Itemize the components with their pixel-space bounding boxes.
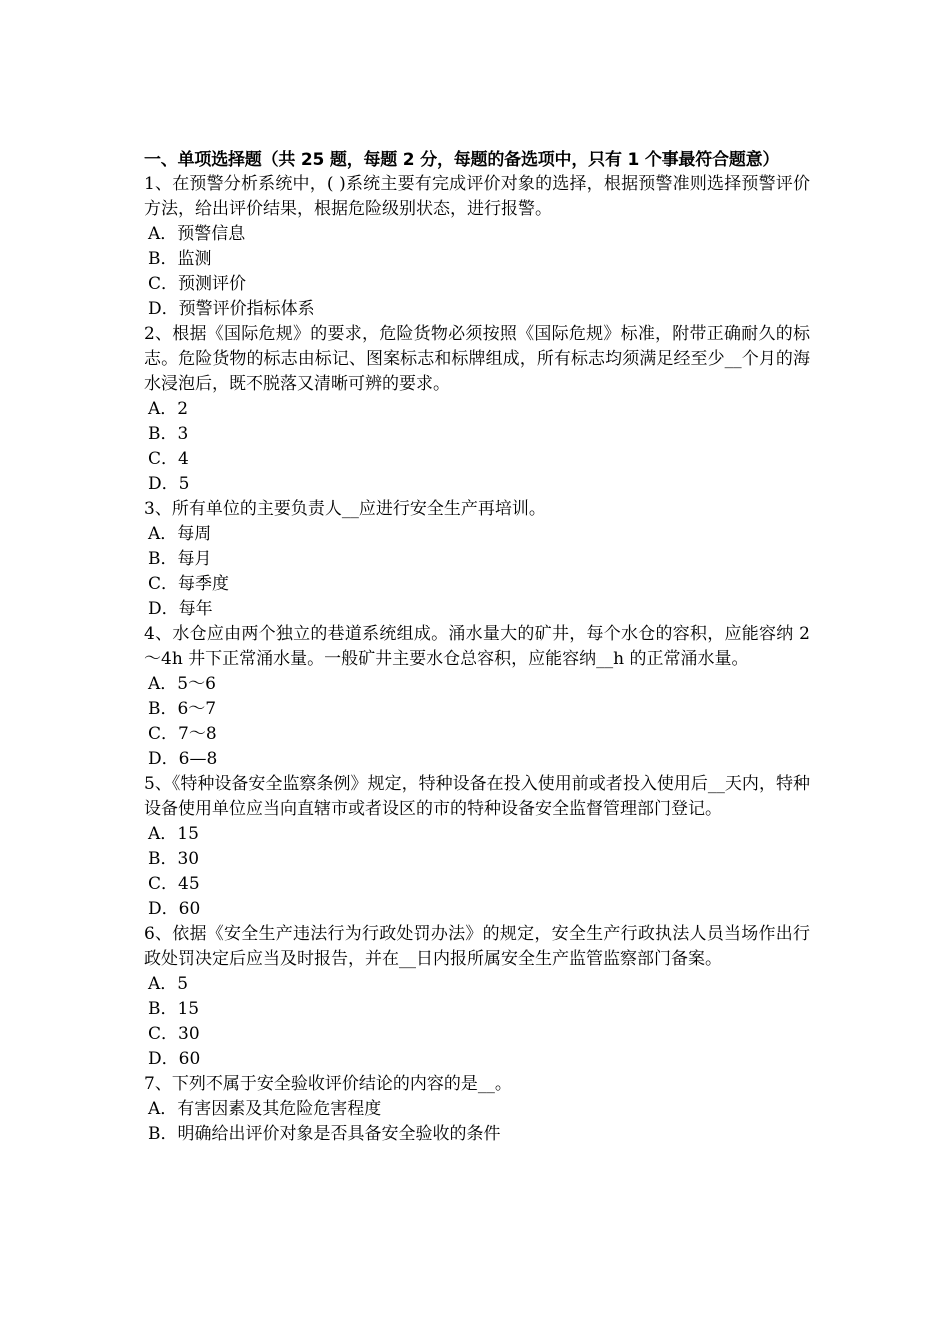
- question-stem: 7、下列不属于安全验收评价结论的内容的是__。: [144, 1074, 512, 1094]
- option-b: B．每月: [148, 549, 212, 569]
- question-stem: 5、《特种设备安全监察条例》规定，特种设备在投入使用前或者投入使用后__天内，特种设备使用单位应当向直辖市或者设区的市的特种设备安全监督管理部门登记。: [144, 774, 810, 819]
- option-a: A．15: [148, 824, 199, 844]
- option-b: B．15: [148, 999, 200, 1019]
- option-d: D．60: [148, 899, 201, 919]
- option-c: C．30: [148, 1024, 200, 1044]
- option-c: C．7～8: [148, 724, 217, 744]
- option-c: C．每季度: [148, 574, 230, 594]
- option-a: A．2: [148, 399, 189, 419]
- option-a: A．有害因素及其危险危害程度: [148, 1099, 382, 1119]
- question-stem: 4、水仓应由两个独立的巷道系统组成。涌水量大的矿井，每个水仓的容积，应能容纳 2～4h 井下正常涌水量。一般矿井主要水仓总容积，应能容纳__h 的正常涌水量。: [144, 624, 810, 669]
- option-a: A．5～6: [148, 674, 216, 694]
- option-d: D．5: [148, 474, 190, 494]
- document-page: [144, 148, 810, 1147]
- option-b: B．6～7: [148, 699, 217, 719]
- option-b: B．监测: [148, 249, 212, 269]
- question-2: [144, 322, 810, 497]
- option-a: A．每周: [148, 524, 212, 544]
- question-stem: 2、根据《国际危规》的要求，危险货物必须按照《国际危规》标准，附带正确耐久的标志。危险货物的标志由标记、图案标志和标牌组成，所有标志均须满足经至少__个月的海水浸泡后，既不脱落又清晰可辨的要求。: [144, 324, 810, 394]
- option-a: A．预警信息: [148, 224, 246, 244]
- question-4: [144, 622, 810, 772]
- option-c: C．45: [148, 874, 200, 894]
- option-b: B．明确给出评价对象是否具备安全验收的条件: [148, 1124, 501, 1144]
- option-d: D．每年: [148, 599, 213, 619]
- question-6: [144, 922, 810, 1072]
- option-d: D．60: [148, 1049, 201, 1069]
- section-heading: 一、单项选择题（共 25 题，每题 2 分，每题的备选项中，只有 1 个事最符合题意）: [144, 150, 780, 170]
- option-a: A．5: [148, 974, 189, 994]
- question-1: [144, 172, 810, 322]
- option-c: C．预测评价: [148, 274, 247, 294]
- question-3: [144, 497, 810, 622]
- question-stem: 3、所有单位的主要负责人__应进行安全生产再培训。: [144, 499, 546, 519]
- option-d: D．6—8: [148, 749, 218, 769]
- question-stem: 6、依据《安全生产违法行为行政处罚办法》的规定，安全生产行政执法人员当场作出行政处罚决定后应当及时报告，并在__日内报所属安全生产监管监察部门备案。: [144, 924, 810, 969]
- option-b: B．30: [148, 849, 200, 869]
- question-5: [144, 772, 810, 922]
- option-d: D．预警评价指标体系: [148, 299, 315, 319]
- option-b: B．3: [148, 424, 189, 444]
- question-stem: 1、在预警分析系统中，( )系统主要有完成评价对象的选择，根据预警准则选择预警评价方法，给出评价结果，根据危险级别状态，进行报警。: [144, 174, 810, 219]
- question-7: [144, 1072, 810, 1147]
- option-c: C．4: [148, 449, 189, 469]
